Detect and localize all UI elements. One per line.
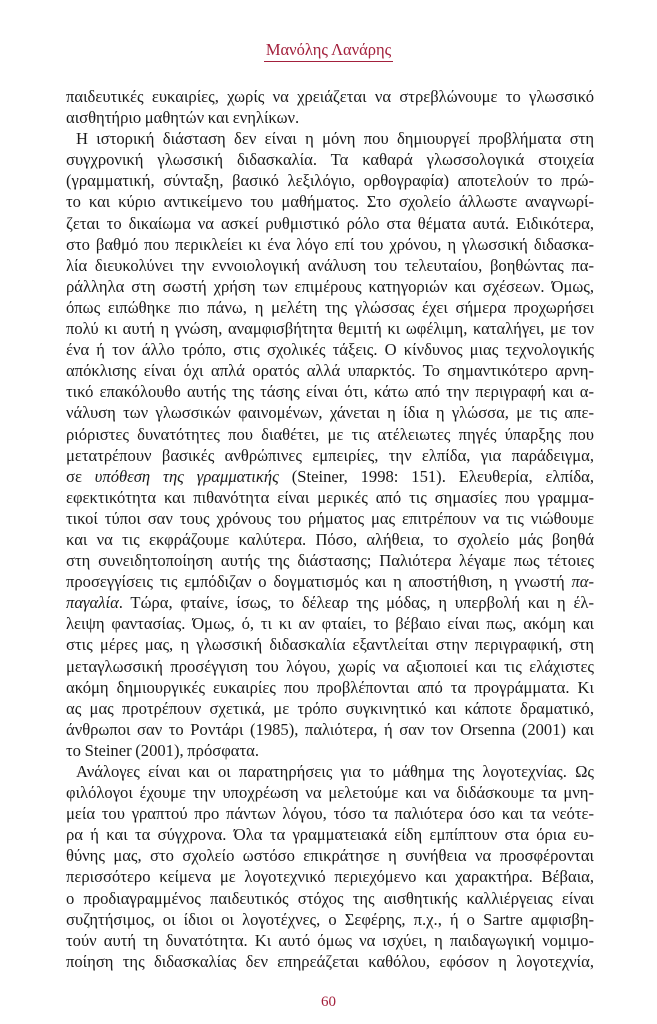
text-segment: πολύ κι αυτή η γνώση, αναμφισβήτητα θεμιτή κι ωφέλιμη, καταλήγει, με τον: [66, 319, 594, 339]
text-line: [66, 508, 594, 529]
text-line: [66, 571, 594, 592]
text-segment: ρα ή και τα σύγχρονα. Όλα τα γραμματειακά είδη εμπίπτουν στα όρια ευ-: [66, 825, 594, 845]
text-line: [66, 550, 594, 571]
text-line: [66, 170, 594, 191]
text-segment: Ανάλογες είναι και οι παρατηρήσεις για το μάθημα της λογοτεχνίας. Ως: [76, 762, 594, 781]
text-line: [66, 487, 594, 508]
text-segment: συγχρονική γλωσσική διδασκαλία. Τα καθαρά γλωσσολογικά στοιχεία: [66, 150, 594, 170]
text-line: [66, 107, 594, 128]
text-line: [66, 297, 594, 318]
text-segment: μεταγλωσσική προσέγγιση του λόγου, χωρίς να αξιοποιεί και τις ελάχιστες: [66, 656, 594, 676]
text-segment: (Steiner, 1998: 151). Ελευθερία, ελπίδα,: [278, 466, 594, 486]
text-line: [66, 255, 594, 276]
text-segment: ζεται το δικαίωμα να ασκεί ρυθμιστικό ρόλο στα θέματα αυτά. Ειδικότερα,: [66, 213, 594, 233]
text-line: [66, 677, 594, 698]
running-title: Μανόλης Λανάρης: [264, 40, 393, 62]
text-line: [66, 782, 594, 803]
italic-text: πα-: [571, 572, 594, 592]
running-header: [0, 40, 657, 60]
text-line: [66, 656, 594, 677]
body-text: [66, 86, 594, 972]
text-line: [66, 445, 594, 466]
text-segment: θύνης μας, στο σχολείο ωστόσο επικράτησε η συνήθεια να προσφέρονται: [66, 846, 594, 866]
text-segment: στη συνειδητοποίηση αυτής της διάστασης; Παλιότερα λέγαμε πως τέτοιες: [66, 551, 594, 571]
text-line: [66, 402, 594, 423]
text-line: [66, 149, 594, 170]
text-segment: ακόμη δημιουργικές ευκαιρίες που προβλέπονται από τα προγράμματα. Κι: [66, 677, 594, 697]
text-segment: τούν αυτή τη δυνατότητα. Κι αυτό όμως να ισχύει, η παιδαγωγική νομιμο-: [66, 930, 594, 950]
text-segment: εφεκτικότητα και πιθανότητα είναι μερικές από τις σημασίες που γραμμα-: [66, 487, 594, 507]
text-segment: στο βαθμό που περικλείει κι ένα λόγο επί του χρόνου, η γλωσσική διδασκα-: [66, 234, 594, 254]
text-segment: μετατρέπουν βασικές ανθρώπινες εμπειρίες, την ελπίδα, για παράδειγμα,: [66, 445, 594, 465]
text-segment: ποίηση της διδασκαλίας δεν επηρεάζεται καθόλου, εφόσον η λογοτεχνία,: [66, 951, 594, 971]
italic-text: υπόθεση της γραμματικής: [94, 466, 279, 486]
text-segment: τικό επακόλουθο αυτής της τάσης είναι ότι, κάτω από την περιγραφή και α-: [66, 382, 594, 402]
text-segment: συζητήσιμος, οι ίδιοι οι λογοτέχνες, ο Σεφέρης, π.χ., ή ο Sartre αμφισβη-: [66, 909, 594, 929]
text-segment: σε: [66, 466, 95, 486]
text-line: [66, 613, 594, 634]
text-segment: και να τις εκφράζουμε καλύτερα. Πόσο, αλήθεια, το σχολείο μάς βοηθά: [66, 529, 594, 549]
text-segment: ένα ή τον άλλο τρόπο, στις σχολικές τάξεις. Ο κίνδυνος μιας τεχνολογικής: [66, 340, 594, 360]
text-line: [66, 888, 594, 909]
text-segment: τικοί τύποι σαν τους χρόνους του ρήματος μας επιτρέπουν να τις νιώθουμε: [66, 508, 594, 528]
text-segment: φιλόλογοι έχουμε την υποχρέωση να μελετούμε και να διδάσκουμε τα μνη-: [66, 783, 594, 803]
text-line: [66, 234, 594, 255]
text-line: [66, 634, 594, 655]
text-line: [66, 276, 594, 297]
text-line: [66, 845, 594, 866]
text-segment: αισθητήριο μαθητών και ενηλίκων.: [66, 108, 300, 128]
page-number: 60: [321, 994, 336, 1010]
text-segment: (γραμματική, σύνταξη, βασικό λεξιλόγιο, ορθογραφία) αποτελούν το πρώ-: [66, 171, 594, 191]
text-segment: ας μας προτρέπουν σχετικά, με τρόπο συγκινητικό και κάποτε δραματικό,: [66, 698, 594, 718]
text-line: [66, 213, 594, 234]
text-segment: λειψη φαντασίας. Όμως, ό, τι κι αν φταίει, το βέβαιο είναι πως, ακόμη και: [66, 614, 594, 634]
text-segment: Η ιστορική διάσταση δεν είναι η μόνη που δημιουργεί προβλήματα στη: [76, 129, 594, 149]
text-line: [66, 424, 594, 445]
text-segment: μεία του γραπτού προ πάντων λόγου, τόσο τα παλιότερα όσο και τα νεότε-: [66, 804, 594, 824]
text-segment: το Steiner (2001), πρόσφατα.: [66, 740, 259, 760]
text-line: [66, 318, 594, 339]
text-segment: ράλληλα στη σωστή χρήση των επιμέρους κατηγοριών και σχέσεων. Όμως,: [66, 276, 594, 296]
text-line: [66, 339, 594, 360]
text-segment: το και κύριο αντικείμενο του μαθήματος. Στο σχολείο άλλωστε αναγνωρί-: [66, 192, 594, 212]
text-segment: νάλυση των γλωσσικών φαινομένων, χάνεται η ίδια η γλώσσα, με τις απε-: [66, 403, 594, 423]
text-line: [66, 529, 594, 550]
text-line: [66, 740, 594, 761]
text-segment: ο προδιαγραμμένος παιδευτικός στόχος της αισθητικής καλλιέργειας είναι: [66, 888, 594, 908]
text-line: [66, 698, 594, 719]
text-segment: προσεγγίσεις τις εμπόδιζαν ο δογματισμός και η αποστήθιση, η γνωστή: [66, 572, 572, 592]
text-line: [66, 866, 594, 887]
text-line: [66, 824, 594, 845]
text-segment: λία διευκολύνει την εννοιολογική ανάλυση του τελευταίου, βοηθώντας πα-: [66, 255, 594, 275]
italic-text: παγαλία: [66, 593, 119, 613]
text-segment: παιδευτικές ευκαιρίες, χωρίς να χρειάζεται να στρεβλώνουμε το γλωσσικό: [66, 87, 594, 106]
text-line: [66, 360, 594, 381]
text-line: [66, 592, 594, 613]
text-line: [66, 86, 594, 107]
text-line: [66, 719, 594, 740]
text-segment: απόκλισης είναι όχι απλά ορατός αλλά υπαρκτός. Το σημαντικότερο αρνη-: [66, 361, 594, 381]
text-segment: ριόριστες δυνατότητες που διαθέτει, με τις ατέλειωτες πηγές ύπαρξης που: [66, 424, 594, 444]
text-segment: όπως ειπώθηκε πιο πάνω, η μελέτη της γλώσσας έχει σήμερα προχωρήσει: [66, 297, 594, 317]
text-segment: άνθρωποι σαν το Ροντάρι (1985), παλιότερα, ή σαν τον Orsenna (2001) και: [66, 719, 594, 739]
text-line: [66, 381, 594, 402]
text-line: [66, 128, 594, 149]
text-line: [66, 951, 594, 972]
text-line: [66, 761, 594, 782]
text-line: [66, 191, 594, 212]
text-segment: στις μέρες μας, η γλωσσική διδασκαλία εξαντλείται στην περιγραφική, στη: [66, 635, 594, 655]
text-line: [66, 466, 594, 487]
text-line: [66, 909, 594, 930]
text-segment: . Τώρα, φταίνε, ίσως, το δέλεαρ της μόδας, η υπερβολή και η έλ-: [118, 593, 594, 613]
text-line: [66, 803, 594, 824]
text-line: [66, 930, 594, 951]
text-segment: περισσότερο κείμενα με λογοτεχνικό περιεχόμενο και χαρακτήρα. Βέβαια,: [66, 867, 594, 887]
